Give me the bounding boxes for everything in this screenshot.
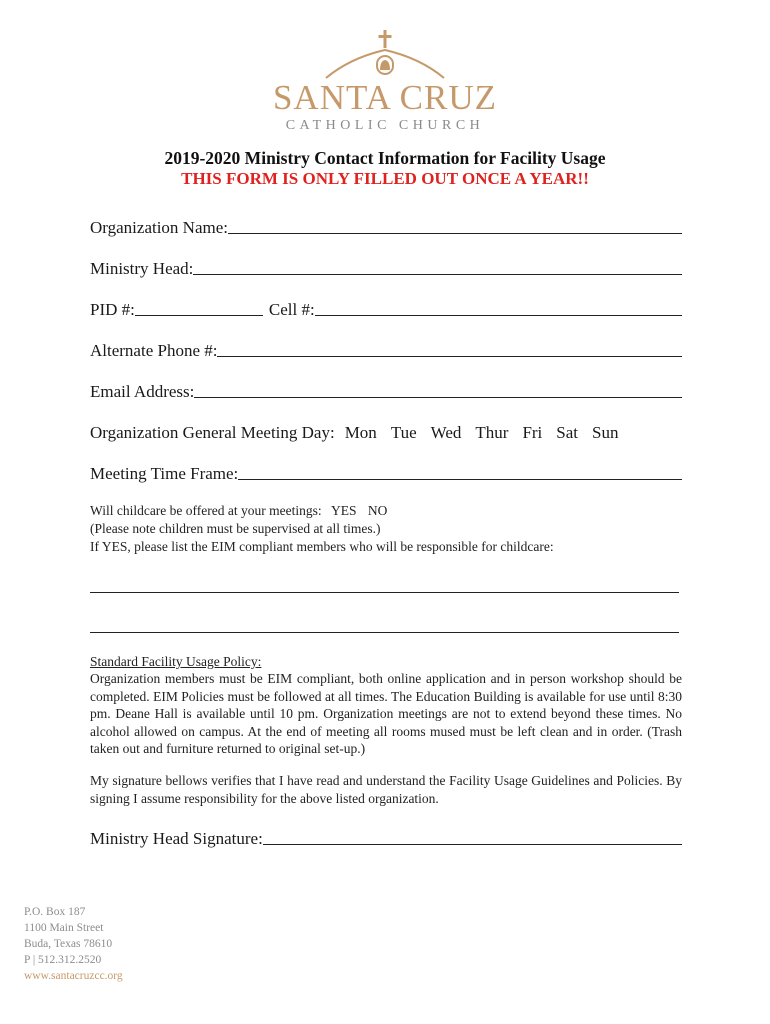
pid-field[interactable] [135, 314, 263, 316]
ministry-head-field[interactable] [193, 273, 682, 275]
childcare-question: Will childcare be offered at your meetings: [90, 503, 322, 518]
cell-field[interactable] [315, 314, 682, 316]
pid-cell-row [90, 296, 682, 320]
day-option-sun[interactable]: Sun [592, 423, 619, 442]
logo-subtitle: CATHOLIC CHURCH [285, 118, 485, 133]
day-option-mon[interactable]: Mon [344, 423, 377, 442]
meeting-day-label: Organization General Meeting Day: [90, 423, 335, 442]
day-option-tue[interactable]: Tue [390, 423, 417, 442]
signature-label: Ministry Head Signature: [90, 829, 263, 848]
childcare-members-line-2[interactable] [90, 632, 679, 633]
alternate-phone-field[interactable] [217, 355, 682, 357]
childcare-instruction: If YES, please list the EIM compliant members who will be responsible for childcare: [90, 539, 554, 554]
logo-title: SANTA CRUZ [272, 78, 498, 117]
childcare-members-line-1[interactable] [90, 592, 679, 593]
meeting-time-row [90, 460, 682, 484]
footer-city: Buda, Texas 78610 [24, 938, 113, 950]
meeting-day-row [90, 419, 618, 443]
footer-street: 1100 Main Street [24, 922, 104, 934]
agreement-text: My signature bellows verifies that I have read and understand the Facility Usage Guidelines and Policies. By signing I assume responsibility for the above listed organization. [90, 773, 682, 806]
footer-phone: P | 512.312.2520 [24, 954, 102, 966]
policy-heading: Standard Facility Usage Policy: [90, 654, 262, 669]
childcare-question-row [90, 502, 387, 520]
pid-label: PID #: [90, 300, 135, 319]
signature-row [90, 825, 682, 849]
ministry-head-label: Ministry Head: [90, 259, 194, 278]
email-field[interactable] [194, 396, 682, 398]
ministry-head-row [90, 255, 682, 279]
footer-website-link[interactable]: www.santacruzcc.org [24, 970, 123, 982]
cell-label: Cell #: [268, 300, 315, 319]
day-option-sat[interactable]: Sat [556, 423, 579, 442]
organization-name-row [90, 214, 682, 238]
meeting-time-field[interactable] [238, 478, 682, 480]
organization-name-field[interactable] [228, 232, 682, 234]
footer-address [24, 904, 123, 984]
childcare-no-option[interactable]: NO [367, 503, 388, 518]
alternate-phone-row [90, 337, 682, 361]
notice-text: THIS FORM IS ONLY FILLED OUT ONCE A YEAR!! [181, 169, 589, 188]
footer-po-box: P.O. Box 187 [24, 906, 86, 918]
policy-body: Organization members must be EIM compliant, both online application and in person workshop should be completed. EIM Policies must be followed at all times. The Education Building is available for use until 8:30 pm. Deane Hall is available until 10 pm. Organization meetings are not to extend beyond these times. No alcohol allowed on campus. At the end of meeting all rooms mused must be left clean and in order. (Trash taken out and furniture returned to original set-up.) [90, 671, 682, 756]
childcare-yes-option[interactable]: YES [331, 503, 357, 518]
childcare-note: (Please note children must be supervised at all times.) [90, 521, 381, 536]
page-title: 2019-2020 Ministry Contact Information for Facility Usage [164, 148, 606, 168]
day-option-thur[interactable]: Thur [475, 423, 509, 442]
day-option-fri[interactable]: Fri [522, 423, 543, 442]
organization-name-label: Organization Name: [90, 218, 229, 237]
day-option-wed[interactable]: Wed [430, 423, 462, 442]
alternate-phone-label: Alternate Phone #: [90, 341, 218, 360]
meeting-time-label: Meeting Time Frame: [90, 464, 239, 483]
church-logo-icon [320, 28, 450, 80]
email-label: Email Address: [90, 382, 195, 401]
email-row [90, 378, 682, 402]
signature-field[interactable] [263, 843, 682, 845]
